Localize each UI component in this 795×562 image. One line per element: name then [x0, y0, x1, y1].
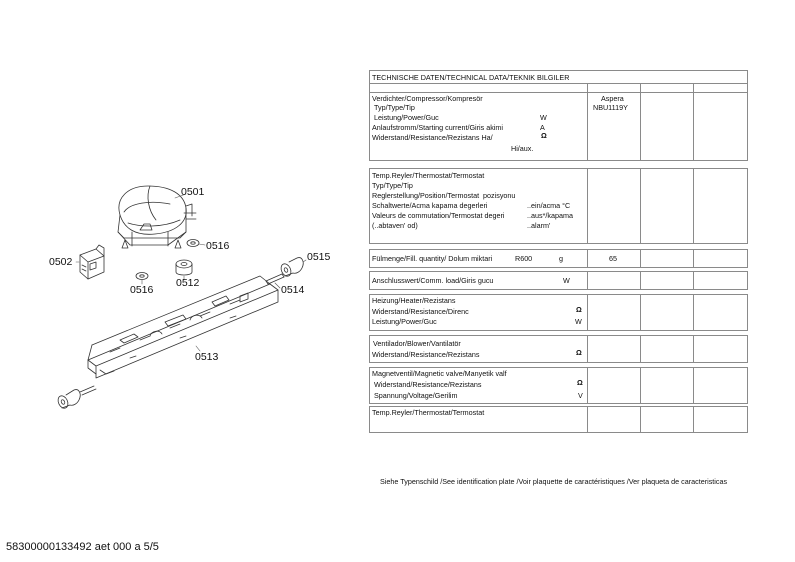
refrigerant-type: R600	[515, 254, 533, 263]
grommet-0516-upper	[187, 240, 199, 247]
heater-resistance-unit: Ω	[576, 305, 582, 314]
roller-lower-part	[56, 386, 96, 410]
valve-voltage-unit: V	[578, 391, 583, 400]
thermostat-label: Temp.Reyler/Thermostat/Termostat	[372, 171, 485, 180]
compressor-aux-label: Hi/aux.	[511, 144, 534, 153]
valve-resistance-unit: Ω	[577, 378, 583, 387]
fill-quantity-unit: g	[559, 254, 563, 263]
thermostat2-label: Temp.Reyler/Thermostat/Termostat	[372, 408, 485, 417]
compressor-label: Verdichter/Compressor/Kompresör	[372, 94, 483, 103]
valve-label: Magnetventil/Magnetic valve/Manyetik valf	[372, 369, 507, 378]
compressor-resistance-label: Widerstand/Resistance/Rezistans Ha/	[372, 133, 493, 142]
compressor-type-label: Typ/Type/Tip	[374, 103, 415, 112]
switching-values-label: Schaltwerte/Acma kapama degerleri	[372, 201, 488, 210]
defrost-label: (..abtaven' od)	[372, 221, 418, 230]
thermostat-type-label: Typ/Type/Tip	[372, 181, 413, 190]
compressor-resistance-unit: Ω	[541, 131, 547, 140]
part-number-0516-upper: 0516	[206, 240, 230, 252]
relay-part	[80, 245, 104, 279]
part-number-0512: 0512	[176, 277, 200, 289]
connected-load-unit: W	[563, 276, 570, 285]
heater-power-unit: W	[575, 317, 582, 326]
commutation-values-label: Valeurs de commutation/Termostat degeri	[372, 211, 505, 220]
switching-on-unit: ..ein/acma °C	[527, 201, 571, 210]
part-number-0502: 0502	[49, 256, 73, 268]
compressor-brand-value: Aspera	[601, 94, 624, 103]
part-number-0516-lower: 0516	[130, 284, 154, 296]
valve-voltage-label: Spannung/Voltage/Gerilim	[374, 391, 458, 400]
part-number-0501: 0501	[181, 186, 205, 198]
identification-plate-note: Siehe Typenschild /See identification plate /Voir plaquette de caractéristiques /Ver plaqueta de caracteristicas	[380, 477, 728, 486]
alarm-unit: ..alarm'	[527, 221, 551, 230]
fill-quantity-label: Fülmenge/Fill. quantity/ Dolum miktari	[372, 254, 493, 263]
blower-label: Ventilador/Blower/Vantilatör	[373, 339, 461, 348]
bushing-part	[176, 260, 192, 275]
technical-data-table	[369, 70, 748, 432]
switching-off-unit: ..aus*/kapama	[527, 211, 573, 220]
compressor-model-value: NBU1119Y	[593, 103, 628, 112]
part-number-0515: 0515	[307, 251, 331, 263]
compressor-power-label: Leistung/Power/Guc	[374, 113, 439, 122]
table-header: TECHNISCHE DATEN/TECHNICAL DATA/TEKNIK BILGILER	[372, 73, 570, 82]
thermostat-position-label: Reglerstellung/Position/Termostat pozisyonu	[372, 191, 516, 200]
parts-drawing	[0, 0, 360, 420]
starting-current-label: Anlaufstromm/Starting current/Giris akimi	[372, 123, 504, 132]
heater-label: Heizung/Heater/Rezistans	[372, 296, 456, 305]
base-rail-part	[88, 276, 278, 378]
part-number-0513: 0513	[195, 351, 219, 363]
connected-load-label: Anschlusswert/Comm. load/Giris gucu	[372, 276, 494, 285]
blower-resistance-label: Widerstand/Resistance/Rezistans	[372, 350, 480, 359]
starting-current-unit: A	[540, 123, 545, 132]
compressor-power-unit: W	[540, 113, 547, 122]
part-number-0514: 0514	[281, 284, 305, 296]
document-id: 58300000133492 aet 000 a 5/5	[6, 541, 159, 553]
heater-resistance-label: Widerstand/Resistance/Direnc	[372, 307, 469, 316]
fill-quantity-value: 65	[609, 254, 617, 263]
heater-power-label: Leistung/Power/Guc	[372, 317, 437, 326]
blower-resistance-unit: Ω	[576, 348, 582, 357]
valve-resistance-label: Widerstand/Resistance/Rezistans	[374, 380, 482, 389]
leader-lines	[76, 194, 306, 351]
grommet-0516-lower	[136, 273, 148, 280]
